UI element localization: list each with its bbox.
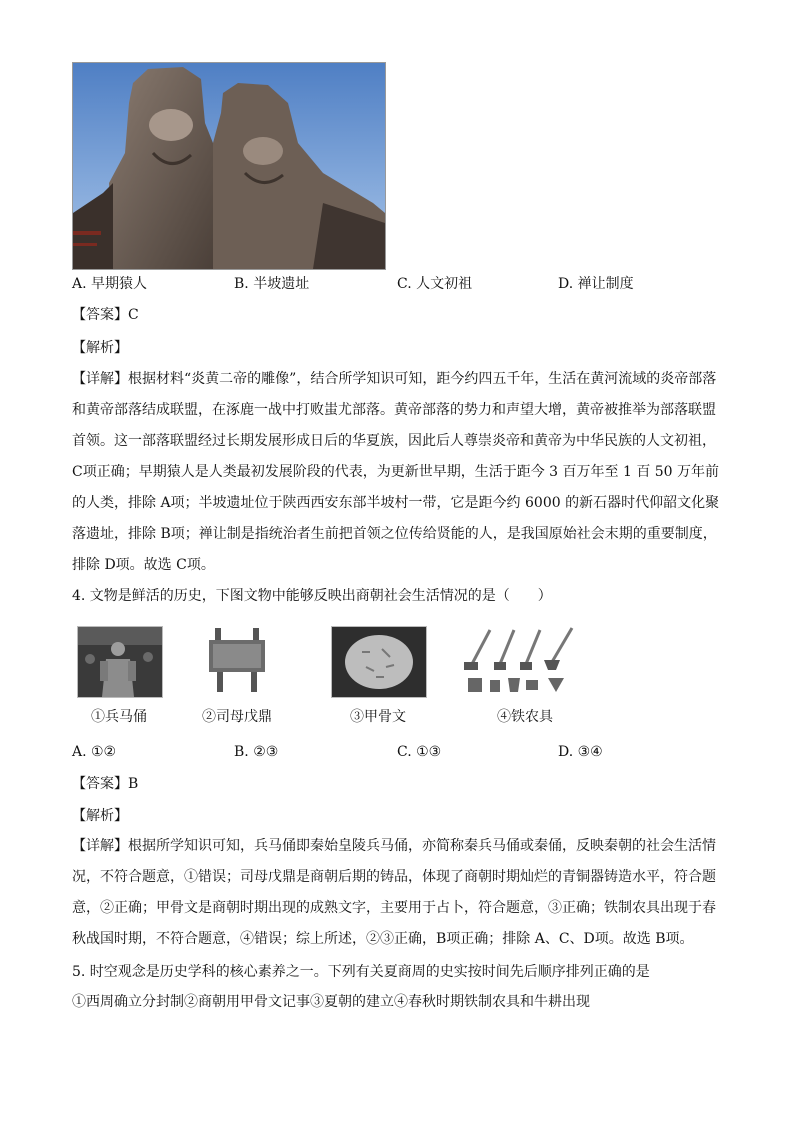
oracle-bone-photo (331, 626, 427, 698)
q3-detail-line: C项正确；早期猿人是人类最初发展阶段的代表，为更新世早期，生活于距今 3 百万年至 1 百 50 万年前 (72, 464, 720, 480)
q3-detail-line: 【详解】根据材料“炎黄二帝的雕像”，结合所学知识可知，距今约四五千年，生活在黄河流域的炎帝部落 (72, 371, 717, 387)
q3-detail-line: 排除 D项。故选 C项。 (72, 557, 215, 573)
caption-ding: ②司母戊鼎 (202, 709, 272, 725)
q3-answer: 【答案】C (72, 307, 139, 323)
q4-detail (72, 831, 722, 955)
q3-option-b: B. 半坡遗址 (234, 276, 310, 292)
caption-oracle-bone: ③甲骨文 (350, 709, 406, 725)
q4-option-c: C. ①③ (397, 744, 442, 760)
q4-detail-line: 【详解】根据所学知识可知，兵马俑即秦始皇陵兵马俑，亦简称秦兵马俑或秦俑，反映秦朝的社会生活情 (72, 838, 716, 854)
q3-detail-line: 和黄帝部落结成联盟，在涿鹿一战中打败蚩尤部落。黄帝部落的势力和声望大增，黄帝被推举为部落联盟 (72, 402, 716, 418)
q4-option-b: B. ②③ (234, 744, 279, 760)
iron-farm-tools-photo (460, 624, 578, 696)
q4-option-d: D. ③④ (558, 744, 603, 760)
q3-detail-line: 首领。这一部落联盟经过长期发展形成日后的华夏族，因此后人尊崇炎帝和黄帝为中华民族的人文初祖， (72, 433, 716, 449)
q5-stem: 5. 时空观念是历史学科的核心素养之一。下列有关夏商周的史实按时间先后顺序排列正确的是 (72, 964, 650, 980)
caption-terracotta: ①兵马俑 (91, 709, 147, 725)
q3-option-d: D. 禅让制度 (558, 276, 634, 292)
q4-detail-line: 况，不符合题意，①错误；司母戊鼎是商朝后期的铸品，体现了商朝时期灿烂的青铜器铸造水平，符合题 (72, 869, 716, 885)
q3-detail-line: 落遗址，排除 B项；禅让制是指统治者生前把首领之位传给贤能的人，是我国原始社会末期的重要制度， (72, 526, 717, 542)
yan-huang-statue-photo (72, 62, 386, 270)
caption-iron-tools: ④铁农具 (497, 709, 553, 725)
terracotta-warrior-photo (77, 626, 163, 698)
q3-detail (72, 364, 722, 581)
q3-analysis-label: 【解析】 (72, 340, 128, 356)
q3-option-a: A. 早期猿人 (72, 276, 148, 292)
q3-option-c: C. 人文初祖 (397, 276, 473, 292)
q4-answer: 【答案】B (72, 776, 139, 792)
q4-analysis-label: 【解析】 (72, 808, 128, 824)
simuwu-ding-photo (201, 624, 273, 696)
q3-detail-line: 的人类，排除 A项；半坡遗址位于陕西西安东部半坡村一带，它是距今约 6000 的新石器时代仰韶文化聚 (72, 495, 720, 511)
q4-detail-line: 意，②正确；甲骨文是商朝时期出现的成熟文字，主要用于占卜，符合题意，③正确；铁制农具出现于春 (72, 900, 716, 916)
q5-items: ①西周确立分封制②商朝用甲骨文记事③夏朝的建立④春秋时期铁制农具和牛耕出现 (72, 994, 590, 1010)
q4-detail-line: 秋战国时期，不符合题意，④错误；综上所述，②③正确，B项正确；排除 A、C、D项。故选 B项。 (72, 931, 694, 947)
q4-stem: 4. 文物是鲜活的历史，下图文物中能够反映出商朝社会生活情况的是（ ） (72, 588, 552, 604)
q4-option-a: A. ①② (72, 744, 117, 760)
